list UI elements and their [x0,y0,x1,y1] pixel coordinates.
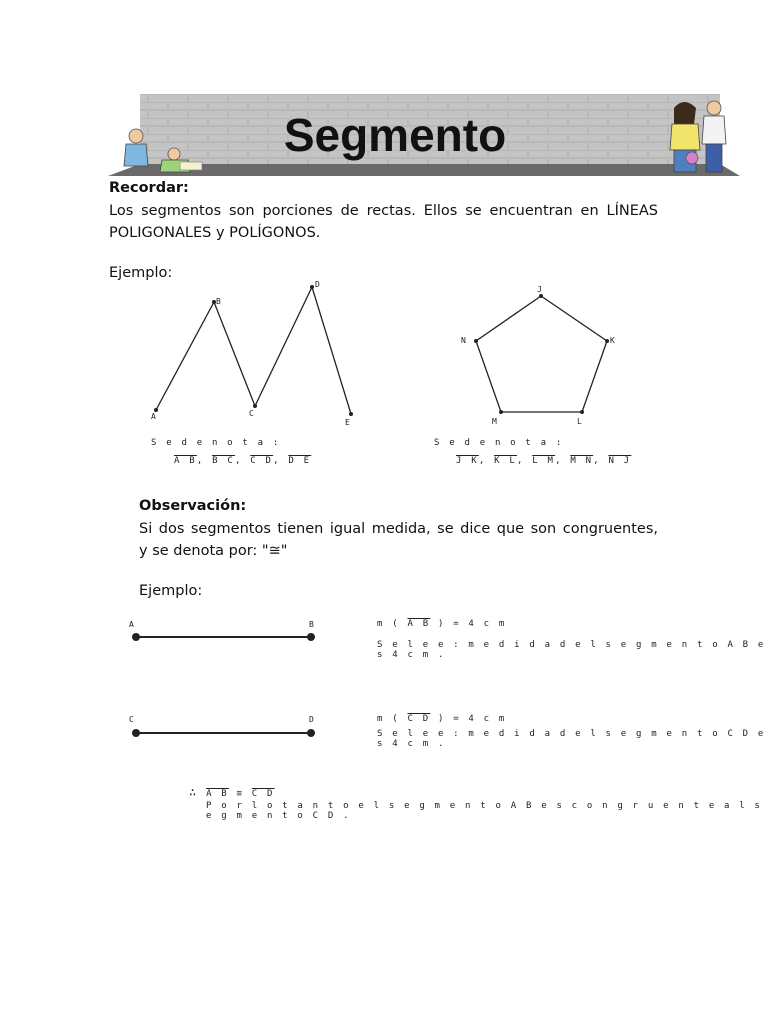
endpoint-d [307,729,315,737]
measure-suffix: ) = 4 c m [430,619,507,629]
polyline-segments: A B, B C, C D, D E [174,456,312,466]
endpoint-c [132,729,140,737]
point-k [605,339,609,343]
segment-cd-measure [377,714,507,724]
label-b: B [216,297,221,306]
polyline-denota-label: S e d e n o t a : [151,438,281,448]
point-c [253,404,257,408]
pentagon-figure [476,296,607,412]
endpoint-b [307,633,315,641]
recordar-heading: Recordar: [109,180,189,196]
segment-cd-right-label: D [309,715,314,724]
segment-notation: D E [288,456,312,466]
conclusion-formula [189,785,275,799]
segment-notation: J K [456,456,479,466]
recordar-line-2: POLIGONALES y POLÍGONOS. [109,225,321,241]
polygonal-line-points [154,285,353,416]
point-m [499,410,503,414]
measure-suffix: ) = 4 c m [430,714,507,724]
label-n: N [461,336,466,345]
polygonal-line-figure [156,287,351,414]
segment-notation: A B [174,456,197,466]
point-d [310,285,314,289]
endpoint-a [132,633,140,641]
pentagon-segments: J K, K L, L M, M N, N J [456,456,632,466]
segment-notation: M N [570,456,594,466]
congruent-symbol: ≅ [236,789,245,799]
segment-notation: L M [532,456,556,466]
measure-prefix: m ( [377,619,408,629]
segment-notation: C D [250,456,274,466]
segment-notation: N J [608,456,632,466]
segment-cd-reading: S e l e e : m e d i d a d e l s e g m e n t o C D e s 4 c m . [377,729,766,749]
segment-notation: B C [212,456,235,466]
recordar-line-1: Los segmentos son porciones de rectas. Ellos se encuentran en LÍNEAS [109,203,658,219]
label-c: C [249,409,254,418]
label-d: D [315,280,320,289]
pentagon-denota-label: S e d e n o t a : [434,438,564,448]
label-a: A [151,412,156,421]
measure-segment: C D [407,714,431,724]
pentagon-points [474,294,609,414]
segment-ab-right-label: B [309,620,314,629]
observacion-line-2: y se denota por: "≅" [139,543,288,559]
segment-ab-measure [377,619,507,629]
ejemplo-label-2: Ejemplo: [139,583,203,599]
label-m: M [492,417,497,426]
measure-segment: A B [407,619,431,629]
segment-ab-reading: S e l e e : m e d i d a d e l s e g m e n t o A B e s 4 c m . [377,640,766,660]
conclusion-text: P o r l o t a n t o e l s e g m e n t o A B e s c o n g r u e n t e a l s e g m e n t o C D . [206,801,763,821]
label-l: L [577,417,582,426]
page-title: Segmento [283,109,507,161]
segment-notation: K L [494,456,517,466]
point-j [539,294,543,298]
label-j: J [537,285,542,294]
segment-ab-left-label: A [129,620,134,629]
point-n [474,339,478,343]
label-k: K [610,336,615,345]
point-l [580,410,584,414]
label-e: E [345,418,350,427]
conclusion-segment-2: C D [251,789,275,799]
observacion-line-1: Si dos segmentos tienen igual medida, se dice que son congruentes, [139,521,658,537]
point-e [349,412,353,416]
therefore-icon: ∴ [189,785,199,799]
observacion-heading: Observación: [139,498,247,514]
segment-cd-left-label: C [129,715,134,724]
ejemplo-label-1: Ejemplo: [109,265,173,281]
measure-prefix: m ( [377,714,408,724]
conclusion-segment-1: A B [206,789,229,799]
